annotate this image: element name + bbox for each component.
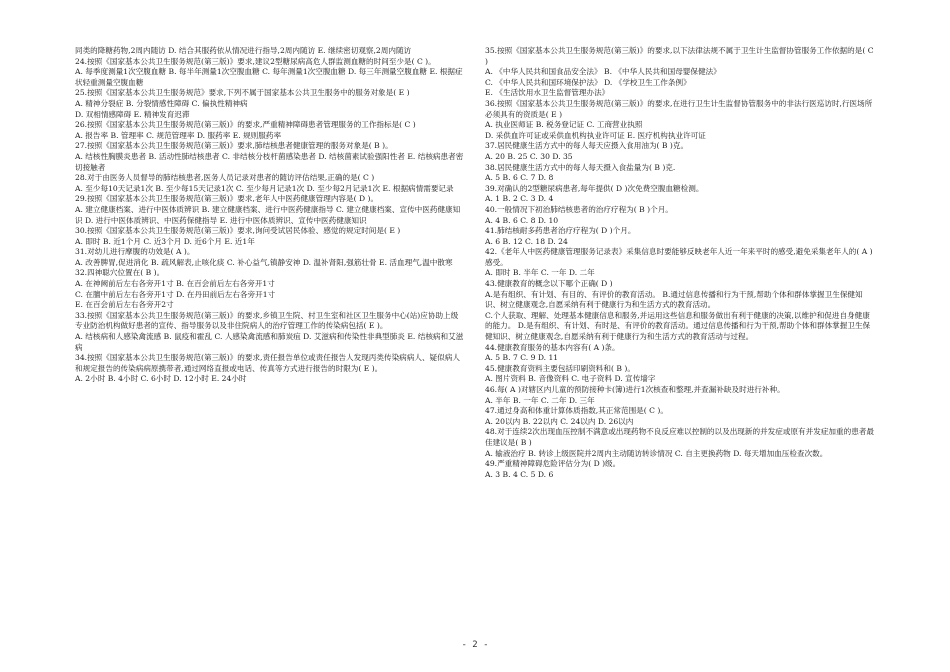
text-paragraph: 49.严重精神障碍危险评估分为( D )级。 bbox=[485, 459, 621, 469]
text-paragraph: A. 5 B. 6 C. 7 D. 8 bbox=[485, 173, 554, 183]
text-paragraph: C. 《中华人民共和国环境保护法》 D. 《学校卫生工作条例》 bbox=[485, 77, 691, 87]
text-paragraph: 35.按照《国家基本公共卫生服务规范(第三版)》的要求,以下法律法规不属于卫生计生监督协管服务工作依据的是( C ) bbox=[485, 46, 874, 66]
text-paragraph: E. 在百会前后左右各旁开2寸 bbox=[75, 300, 174, 310]
text-paragraph: A. 每季度测量1次空腹血糖 B. 每半年测量1次空腹血糖 C. 每年测量1次空腹血糖 D. 每三年测量空腹血糖 E. 根据症状轻重测量空腹血糖 bbox=[75, 67, 463, 87]
text-paragraph: A. 半年 B. 一年 C. 二年 D. 三年 bbox=[485, 395, 595, 405]
text-paragraph: 30.按照《国家基本公共卫生服务规范(第三版)》要求,询问受试居民体验、感觉的规定时间是( E ) bbox=[75, 226, 401, 236]
text-paragraph: A.是有组织、有计划、有目的、有评价的教育活动。 B.通过信息传播和行为干预,帮助个体和群体掌握卫生保健知识、树立健康观念,自愿采纳有利于健康行为和生活方式的教育活动。 bbox=[485, 289, 863, 310]
text-paragraph: 34.按照《国家基本公共卫生服务规范(第三版)》的要求,责任报告单位或责任报告人发现丙类传染病病人、疑似病人和规定报告的传染病病原携带者,通过网络直报或电话、传真等方式进行报告的时限为( E )。 bbox=[75, 353, 460, 373]
text-paragraph: A. 5 B. 7 C. 9 D. 11 bbox=[485, 353, 559, 363]
text-paragraph: A. 执业医师证 B. 税务登记证 C. 工商营业执照 bbox=[485, 120, 643, 130]
text-paragraph: A. 在神阙前后左右各旁开1寸 B. 在百会前后左右各旁开1寸 bbox=[75, 279, 275, 289]
text-paragraph: 36.按照《国家基本公共卫生服务规范(第三版)》的要求,在进行卫生计生监督协管服务中的非法行医巡访时,行医场所必须具有的资质是( E ) bbox=[485, 98, 873, 119]
text-paragraph: 26.按照《国家基本公共卫生服务规范(第三版)》的要求,严重精神障碍患者管理服务的工作指标是( C ) bbox=[75, 120, 416, 130]
left-column bbox=[75, 46, 465, 385]
text-paragraph: A. 图片资料 B. 音像资料 C. 电子资料 D. 宣传墙字 bbox=[485, 374, 656, 384]
text-paragraph: 28.对于由医务人员督导的肺结核患者,医务人员记录对患者的随访评估结果,正确的是( C ) bbox=[75, 173, 375, 183]
text-paragraph: A. 建立健康档案、进行中医体质辨识 B. 建立健康档案、进行中医药健康指导 C. 建立健康档案、宣传中医药健康知识 D. 进行中医体质辨识、中医药保健指导 E. 进行中医体质辨识、宣传中医药健康知识 bbox=[75, 204, 461, 225]
text-paragraph: 24.按照《国家基本公共卫生服务规范(第三版)》要求,建议2型糖尿病高危人群监测血糖的时间至少是( C )。 bbox=[75, 56, 436, 66]
text-paragraph: A. 3 B. 4 C. 5 D. 6 bbox=[485, 469, 554, 479]
text-paragraph: A. 即时 B. 半年 C. 一年 D. 二年 bbox=[485, 268, 595, 278]
text-paragraph: 45.健康教育资料主要包括印刷资料和( B )。 bbox=[485, 363, 635, 373]
text-paragraph: A. 改善脾胃,促进消化 B. 疏风解表,止咳化痰 C. 补心益气,镇静安神 D. 温补肾阳,强筋壮骨 E. 活血理气,温中散寒 bbox=[75, 257, 453, 267]
text-paragraph: 32.四神聪穴位置在( B )。 bbox=[75, 268, 165, 278]
text-paragraph: 33.按照《国家基本公共卫生服务规范(第三版)》的要求,乡镇卫生院、村卫生室和社区卫生服务中心(站)应协助上级专业防治机构做好患者的宣传、指导服务以及非住院病人的治疗管理工作的传染病包括( E )。 bbox=[75, 310, 459, 331]
text-paragraph: D. 双相情感障碍 E. 精神发育迟滞 bbox=[75, 109, 190, 119]
text-paragraph: A. 6 B. 12 C. 18 D. 24 bbox=[485, 236, 568, 246]
text-paragraph: 48.对于连续2次出现血压控制不满意或出现药物不良反应难以控制的以及出现新的并发症或原有并发症加重的患者最佳建议是( B ) bbox=[485, 427, 874, 447]
text-paragraph: C. 在膻中前后左右各旁开1寸 D. 在丹田前后左右各旁开1寸 bbox=[75, 289, 276, 299]
right-column bbox=[485, 46, 875, 480]
text-paragraph: 41.肺结核耐多药患者治疗疗程为( D )个月。 bbox=[485, 226, 636, 236]
text-paragraph: 25.按照《国家基本公共卫生服务规范》要求,下列不属于国家基本公共卫生服务中的服务对象是( E ) bbox=[75, 88, 410, 98]
text-paragraph: A. 20 B. 25 C. 30 D. 35 bbox=[485, 151, 573, 161]
text-paragraph: A. 即时 B. 近1个月 C. 近3个月 D. 近6个月 E. 近1年 bbox=[75, 236, 255, 246]
text-paragraph: 46.每( A )对辖区内儿童的预防接种卡(簿)进行1次核查和整理,并查漏补缺及时进行补种。 bbox=[485, 385, 785, 394]
text-paragraph: C.个人获取、理解、处理基本健康信息和服务,并运用这些信息和服务做出有利于健康的决策,以维护和促进自身健康的能力。 D.是有组织、有计划、有时是、有评价的教育活动。通过信息传播和行为干预,帮助个体和群体掌握卫生保健知识、树立健康观念,自愿采纳有利于健康行为和生活方式的教育活动与过程。 bbox=[485, 310, 871, 342]
text-paragraph: A. 精神分裂症 B. 分裂情感性障碍 C. 偏执性精神病 bbox=[75, 98, 248, 108]
text-paragraph: 27.按照《国家基本公共卫生服务规范(第三版)》要求,肺结核患者健康管理的服务对象是( B )。 bbox=[75, 141, 393, 151]
text-paragraph: E. 《生活饮用水卫生监督管理办法》 bbox=[485, 88, 610, 98]
text-paragraph: 43.健康教育的概念以下哪个正确( D ) bbox=[485, 279, 613, 289]
text-paragraph: A. 《中华人民共和国食品安全法》 B. 《中华人民共和国母婴保健法》 bbox=[485, 67, 721, 77]
text-paragraph: D. 采供血许可证或采供血机构执业许可证 E. 医疗机构执业许可证 bbox=[485, 130, 706, 140]
text-paragraph: 47.通过身高和体重计算体质指数,其正常范围是( C )。 bbox=[485, 406, 668, 416]
text-paragraph: A. 结核病和人感染禽流感 B. 鼠疫和霍乱 C. 人感染禽流感和肺炭疽 D. 艾滋病和传染性非典型肺炎 E. 结核病和艾滋病 bbox=[75, 332, 464, 352]
text-paragraph: A. 2小时 B. 4小时 C. 6小时 D. 12小时 E. 24小时 bbox=[75, 374, 247, 384]
text-paragraph: A. 至少每10天记录1次 B. 至少每15天记录1次 C. 至少每月记录1次 D. 至少每2月记录1次 E. 根据病情需要记录 bbox=[75, 183, 454, 193]
text-paragraph: 31.对幼儿进行摩腹的功效是( A )。 bbox=[75, 247, 195, 257]
text-paragraph: A. 报告率 B. 管理率 C. 规范管理率 D. 服药率 E. 规则服药率 bbox=[75, 130, 282, 140]
text-paragraph: 40.一般情况下初治肺结核患者的治疗疗程为( B )个月。 bbox=[485, 204, 673, 214]
text-paragraph: 38.居民健康生活方式中的每人每天摄入食盐量为( B )克. bbox=[485, 162, 676, 172]
text-paragraph: A. 输液治疗 B. 转诊上级医院并2周内主动随访转诊情况 C. 自主更换药物 D. 每天增加血压检查次数。 bbox=[485, 448, 828, 458]
text-paragraph: 37.居民健康生活方式中的每人每天应摄入食用油为( B )克。 bbox=[485, 141, 689, 151]
text-paragraph: 同类的降糖药物,2周内随访 D. 结合其服药依从情况进行指导,2周内随访 E. 继续密切观察,2周内随访 bbox=[75, 46, 412, 55]
text-paragraph: 42.《老年人中医药健康管理服务记录表》采集信息时要能够反映老年人近一年来平时的感受,避免采集老年人的( A )感受。 bbox=[485, 247, 873, 267]
text-paragraph: 29.按照《国家基本公共卫生服务规范(第三版)》要求,老年人中医药健康管理内容是( D )。 bbox=[75, 194, 379, 204]
text-paragraph: 44.健康教育服务的基本内容有( A )条。 bbox=[485, 342, 620, 352]
page-number: - 2 - bbox=[461, 640, 489, 650]
text-paragraph: A. 结核性胸膜炎患者 B. 活动性肺结核患者 C. 非结核分枝杆菌感染患者 D. 结核菌素试验强阳性者 E. 结核病患者密切接触者 bbox=[75, 151, 464, 172]
text-paragraph: A. 1 B. 2 C. 3 D. 4 bbox=[485, 194, 554, 204]
text-paragraph: 39.对确认的2型糖尿病患者,每年提供( D )次免费空腹血糖检测。 bbox=[485, 183, 704, 193]
text-paragraph: A. 20以内 B. 22以内 C. 24以内 D. 26以内 bbox=[485, 416, 634, 426]
text-paragraph: A. 4 B. 6 C. 8 D. 10 bbox=[485, 215, 559, 225]
